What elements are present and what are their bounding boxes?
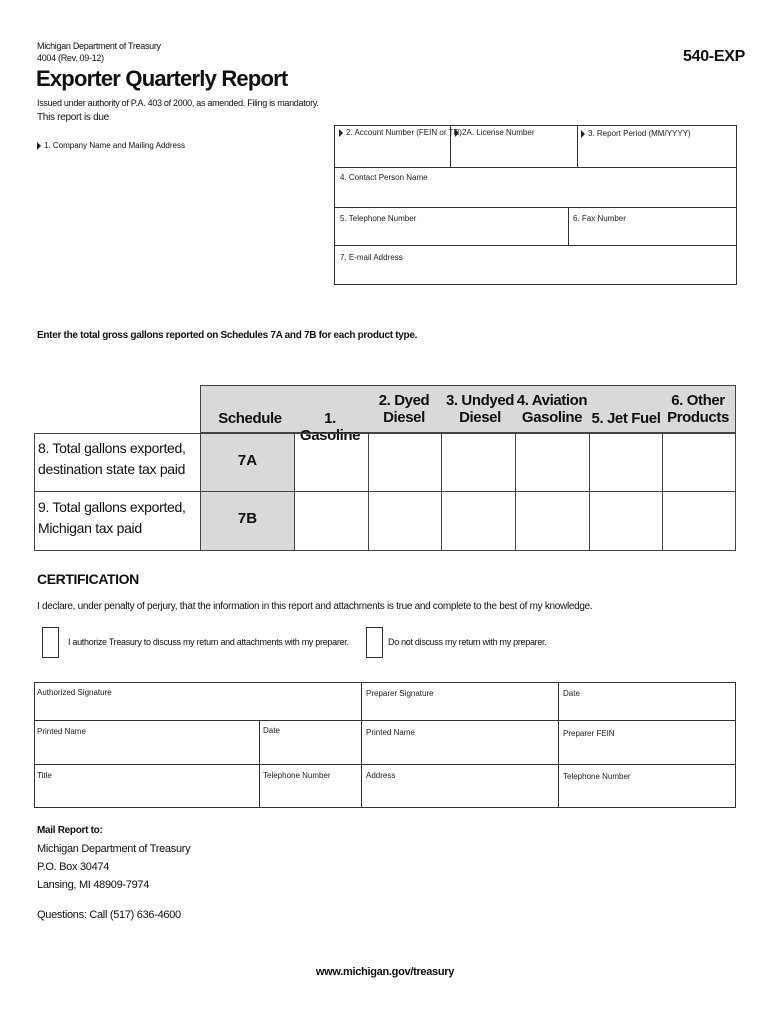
due-text: This report is due (37, 112, 109, 123)
company-label-text: 1. Company Name and Mailing Address (44, 141, 185, 150)
row-9-jet-fuel-input[interactable] (589, 491, 663, 551)
row-9-other-input[interactable] (662, 491, 736, 551)
divider (568, 207, 569, 245)
preparer-address-input[interactable] (363, 784, 556, 806)
divider (34, 720, 736, 721)
preparer-telephone-label: Telephone Number (563, 772, 631, 781)
mail-line-1: Michigan Department of Treasury (37, 843, 191, 855)
printed-name-label: Printed Name (37, 727, 86, 736)
arrow-icon (339, 129, 343, 137)
page-title: Exporter Quarterly Report (36, 66, 288, 91)
title-label: Title (37, 771, 52, 780)
divider (34, 764, 736, 765)
mail-line-2: P.O. Box 30474 (37, 861, 110, 873)
col-schedule: Schedule (218, 410, 282, 427)
authorize-label: I authorize Treasury to discuss my return and attachments with my preparer. (68, 637, 349, 647)
authorized-signature-label: Authorized Signature (37, 688, 112, 697)
preparer-address-label: Address (366, 771, 396, 780)
account-number-input[interactable] (336, 142, 448, 165)
col-dyed-diesel (368, 392, 440, 426)
col-jet-fuel: 5. Jet Fuel (591, 410, 661, 427)
certification-heading: CERTIFICATION (37, 571, 139, 587)
preparer-date-label: Date (563, 689, 580, 698)
date-input[interactable] (261, 740, 359, 762)
questions-text: Questions: Call (517) 636-4600 (37, 909, 181, 921)
instruction-text: Enter the total gross gallons reported on Schedules 7A and 7B for each product type. (37, 330, 418, 341)
row-9-undyed-diesel-input[interactable] (441, 491, 516, 551)
mail-heading: Mail Report to: (37, 825, 103, 836)
report-period-input[interactable] (579, 142, 735, 165)
authorized-signature-input[interactable] (36, 700, 359, 718)
contact-person-label: 4. Contact Person Name (340, 173, 428, 182)
row-8-other-input[interactable] (662, 433, 736, 492)
preparer-fein-label: Preparer FEIN (563, 729, 615, 738)
divider (558, 682, 559, 808)
agency-name: Michigan Department of Treasury (37, 41, 161, 51)
arrow-icon (37, 142, 41, 150)
col-dyed-diesel-line2: Diesel (383, 409, 425, 426)
col-aviation-line1: 4. Aviation (516, 392, 588, 409)
col-other-products (661, 392, 735, 426)
report-period-label (581, 129, 691, 138)
row-9-line1: 9. Total gallons exported, (38, 499, 186, 515)
schedule-7a: 7A (237, 452, 258, 469)
certification-statement: I declare, under penalty of perjury, that the information in this report and attachments is true and complete to the best of my knowledge. (37, 601, 593, 612)
license-number-input[interactable] (452, 142, 575, 165)
row-9-dyed-diesel-input[interactable] (368, 491, 442, 551)
col-undyed-diesel (441, 392, 519, 426)
company-field-label (37, 141, 185, 150)
col-undyed-diesel-line1: 3. Undyed (445, 392, 515, 409)
row-8-undyed-diesel-input[interactable] (441, 433, 516, 492)
date-label: Date (263, 726, 280, 735)
telephone-number-input[interactable] (261, 784, 359, 806)
preparer-signature-label: Preparer Signature (366, 689, 434, 698)
row-8-dyed-diesel-input[interactable] (368, 433, 442, 492)
preparer-date-input[interactable] (560, 700, 734, 718)
do-not-discuss-checkbox[interactable] (366, 627, 383, 658)
form-revision: 4004 (Rev. 09-12) (37, 53, 104, 63)
col-other-line1: 6. Other (671, 392, 725, 409)
preparer-telephone-input[interactable] (560, 784, 734, 806)
row-8-line1: 8. Total gallons exported, (38, 440, 186, 456)
license-label-text: 2A. License Number (462, 128, 535, 137)
row-9-gasoline-input[interactable] (294, 491, 369, 551)
authority-text: Issued under authority of P.A. 403 of 2000, as amended. Filing is mandatory. (37, 98, 319, 108)
row-8-line2: destination state tax paid (38, 461, 186, 477)
preparer-signature-input[interactable] (363, 700, 556, 718)
row-8-gasoline-input[interactable] (294, 433, 369, 492)
col-dyed-diesel-line1: 2. Dyed (378, 392, 430, 409)
divider (334, 207, 737, 208)
telephone-label: 5. Telephone Number (340, 214, 417, 223)
col-aviation-gasoline (515, 392, 589, 426)
divider (259, 720, 260, 808)
preparer-fein-input[interactable] (560, 740, 734, 762)
company-address-input[interactable] (37, 155, 327, 275)
email-label: 7. E-mail Address (340, 253, 403, 262)
printed-name-input[interactable] (36, 740, 257, 762)
telephone-number-label: Telephone Number (263, 771, 331, 780)
divider (361, 682, 362, 808)
do-not-discuss-label: Do not discuss my return with my preparer. (388, 637, 547, 647)
fax-input[interactable] (570, 225, 735, 244)
account-number-label (339, 128, 462, 137)
email-input[interactable] (336, 264, 735, 283)
divider (334, 245, 737, 246)
arrow-icon (581, 130, 585, 138)
arrow-icon (455, 129, 459, 137)
schedule-7b: 7B (237, 510, 258, 527)
contact-person-input[interactable] (336, 185, 735, 205)
row-9-line2: Michigan tax paid (38, 520, 142, 536)
divider (334, 167, 737, 168)
col-gasoline: 1. Gasoline (299, 410, 361, 444)
row-9-label (38, 497, 186, 539)
title-input[interactable] (36, 784, 257, 806)
account-label-text: 2. Account Number (FEIN or TR) (346, 128, 462, 137)
footer-url[interactable]: www.michigan.gov/treasury (315, 966, 455, 978)
row-8-aviation-input[interactable] (515, 433, 590, 492)
fax-label: 6. Fax Number (573, 214, 626, 223)
period-label-text: 3. Report Period (MM/YYYY) (588, 129, 691, 138)
preparer-printed-name-input[interactable] (363, 740, 556, 762)
col-other-line2: Products (667, 409, 729, 426)
col-undyed-diesel-line2: Diesel (459, 409, 501, 426)
row-8-label (38, 438, 186, 480)
license-number-label (455, 128, 534, 137)
mail-line-3: Lansing, MI 48909-7974 (37, 879, 150, 891)
col-aviation-line2: Gasoline (521, 409, 583, 426)
telephone-input[interactable] (336, 225, 566, 244)
divider (577, 125, 578, 167)
preparer-printed-name-label: Printed Name (366, 728, 415, 737)
row-9-aviation-input[interactable] (515, 491, 590, 551)
row-8-jet-fuel-input[interactable] (589, 433, 663, 492)
authorize-checkbox[interactable] (42, 627, 59, 658)
form-code: 540-EXP (683, 48, 745, 65)
